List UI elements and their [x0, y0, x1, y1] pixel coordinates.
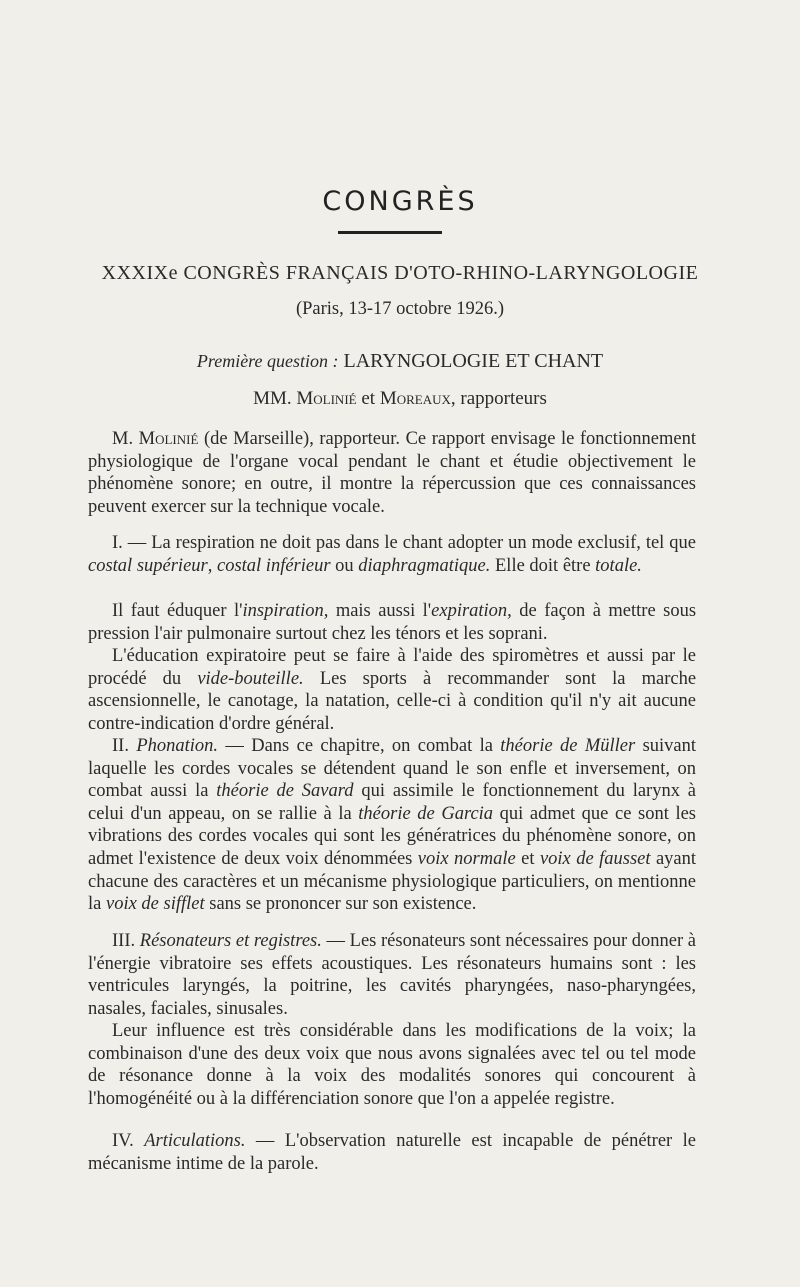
italic-term: voix normale — [417, 848, 516, 869]
question-label: Première question : — [196, 351, 339, 371]
section-3-paragraph-1 — [88, 930, 696, 1020]
text: ou — [335, 555, 354, 576]
italic-term: voix de fausset — [539, 848, 651, 869]
text: de façon à mettre sous pression l'air pulmonaire surtout chez les ténors et les soprani. — [88, 601, 697, 644]
text: — Les résonateurs sont nécessaires pour donner à l'énergie vibratoire ses effets acoustiques. Les résonateurs humains sont : les ventricules laryngés, la poitrine, les cavités pharyngées, naso-pharyngées, nasales, faciales, sinusales. — [88, 931, 697, 1019]
section-2-paragraph — [88, 735, 696, 916]
rapporteur-name-2: Moreaux — [379, 388, 451, 409]
italic-term: voix de sifflet — [105, 894, 205, 915]
italic-term: théorie de Savard — [216, 781, 354, 802]
text: , — [207, 555, 213, 576]
text: Il faut éduquer l' — [112, 601, 243, 621]
question-heading — [0, 350, 800, 373]
intro-prefix: M. — [112, 429, 134, 449]
rapporteurs-conj: et — [361, 388, 376, 409]
section-4-paragraph — [88, 1130, 696, 1175]
italic-term: Articulations. — [144, 1131, 246, 1151]
text: ayant chacune des caractères et un mécanisme physiologique particuliers, on mentionne la — [88, 848, 696, 915]
text: suivant laquelle les cordes vocales se détendent quand le son enfle et inversement, on combat aussi la — [88, 736, 697, 802]
italic-term: costal supérieur — [88, 555, 208, 576]
text: — Dans ce chapitre, on combat la — [225, 736, 493, 756]
text: mais aussi l' — [335, 601, 432, 621]
italic-term: totale. — [595, 555, 642, 576]
text: sans se prononcer sur son existence. — [209, 894, 477, 915]
text: Les sports à recommander sont la marche ascensionnelle, le canotage, la natation, celle-ci à condition qu'il n'y ait aucune contre-indication d'ordre général. — [88, 668, 697, 734]
text: II. — [112, 736, 129, 756]
italic-term: expiration, — [431, 601, 512, 621]
italic-term: vide-bouteille. — [197, 668, 304, 689]
text: L'éducation expiratoire peut se faire à l'aide des spiromètres et aussi par le procédé du — [88, 646, 696, 689]
rapporteurs-prefix: MM. — [253, 388, 292, 409]
italic-term: Résonateurs et registres. — [139, 931, 322, 951]
intro-paragraph — [88, 428, 696, 518]
title-rule — [338, 231, 442, 234]
text: qui admet que ce sont les vibrations des cordes vocales qui sont les génératrices du phénomène sonore, on admet l'existence de deux voix dénommées — [88, 803, 696, 869]
section-1-paragraph-1 — [88, 532, 696, 577]
italic-term: costal inférieur — [216, 555, 331, 576]
rapporteur-name-1: Molinié — [296, 388, 357, 409]
section-1-paragraph-3 — [88, 645, 696, 735]
section-3-paragraph-2 — [88, 1020, 696, 1110]
italic-term: théorie de Müller — [500, 736, 636, 756]
text: Elle doit être — [495, 555, 591, 576]
conference-title: XXXIXe CONGRÈS FRANÇAIS D'OTO-RHINO-LARYNGOLOGIE — [101, 262, 699, 284]
section-1-paragraph-2 — [88, 600, 696, 645]
italic-term: Phonation. — [136, 736, 219, 756]
text: qui assimile le fonctionnement du larynx à celui d'un appeau, on se rallie à la — [88, 781, 697, 824]
intro-name: Molinié — [138, 429, 199, 449]
rapporteurs-line — [0, 388, 800, 410]
text: III. — [112, 931, 136, 951]
rapporteurs-suffix: , rapporteurs — [450, 388, 547, 409]
text: I. — La respiration ne doit pas dans le chant adopter un mode exclusif, tel que — [112, 533, 696, 553]
text: IV. — [112, 1131, 134, 1151]
intro-text: (de Marseille), rapporteur. Ce rapport envisage le fonctionnement physiologique de l'organe vocal pendant le chant et étudie objectivement le phénomène sonore; en outre, il montre la répercussion que ces connaissances peuvent exercer sur la technique vocale. — [88, 429, 696, 517]
section-title: CONGRÈS — [322, 186, 478, 217]
text: — L'observation naturelle est incapable de pénétrer le mécanisme intime de la parole. — [88, 1131, 697, 1174]
question-topic: LARYNGOLOGIE ET CHANT — [343, 350, 604, 372]
text: et — [521, 848, 535, 869]
conference-subtitle: (Paris, 13-17 octobre 1926.) — [295, 299, 505, 319]
italic-term: théorie de Garcia — [358, 803, 494, 824]
italic-term: inspiration, — [242, 601, 329, 621]
text: Leur influence est très considérable dans les modifications de la voix; la combinaison d'une des deux voix que nous avons signalées avec tel ou tel mode de résonance donne à la voix des modalités sonores qui concourent à l'homogénéité ou à la différenciation sonore que l'on a appelée registre. — [88, 1021, 696, 1109]
italic-term: diaphragmatique. — [358, 555, 491, 576]
